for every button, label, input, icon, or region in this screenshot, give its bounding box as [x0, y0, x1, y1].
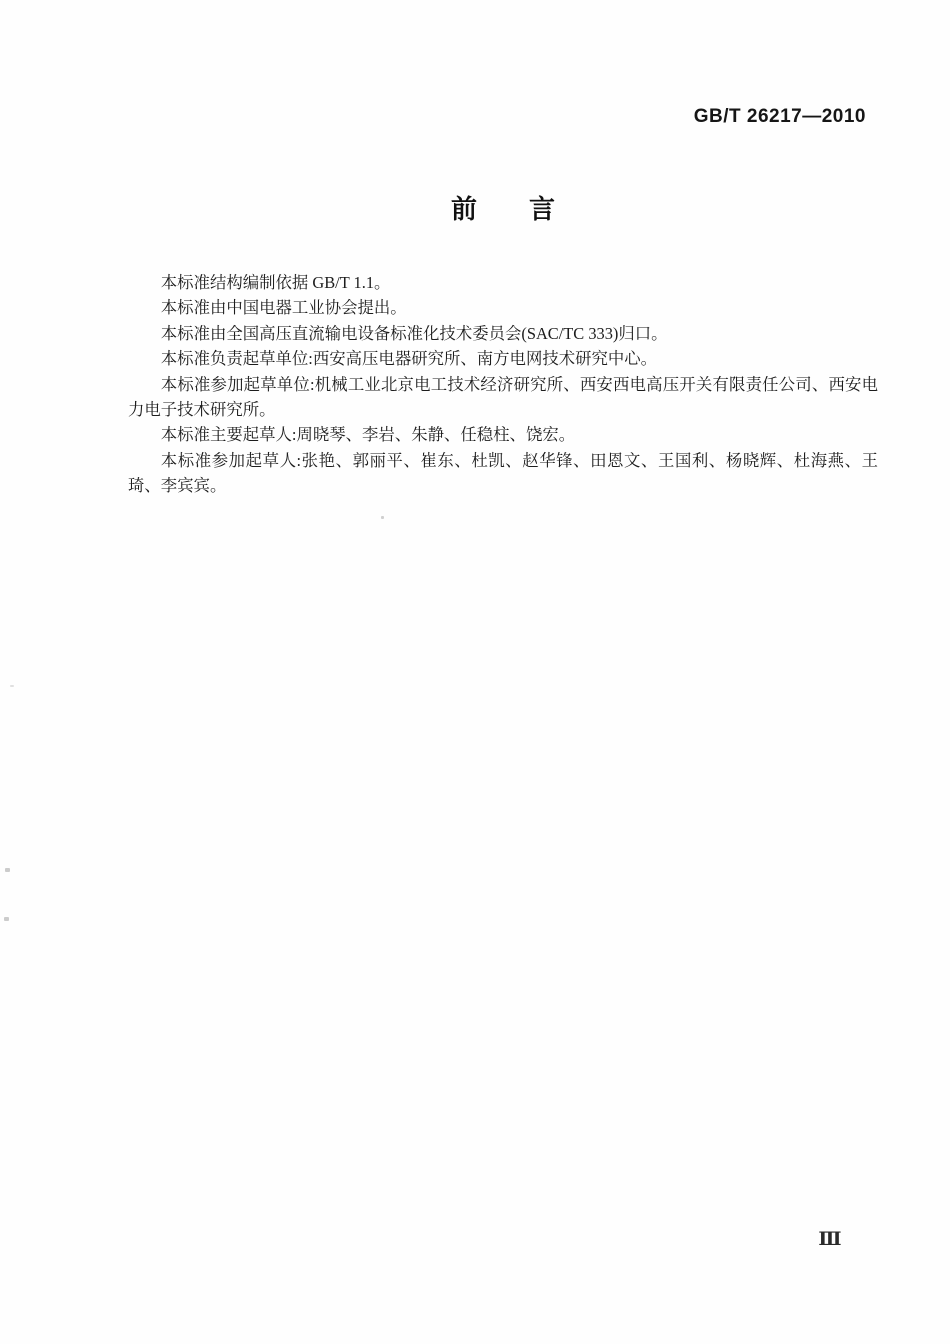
foreword-paragraph: 本标准由全国高压直流输电设备标准化技术委员会(SAC/TC 333)归口。	[160, 323, 668, 343]
scan-speck	[4, 917, 9, 921]
scan-speck	[381, 516, 384, 519]
page-number: Ⅲ	[818, 1229, 842, 1250]
foreword-paragraph: 本标准由中国电器工业协会提出。	[160, 298, 407, 318]
foreword-paragraph: 本标准主要起草人:周晓琴、李岩、朱静、任稳柱、饶宏。	[160, 425, 576, 445]
scan-speck	[5, 868, 10, 872]
foreword-paragraph: 本标准负责起草单位:西安高压电器研究所、南方电网技术研究中心。	[160, 349, 658, 369]
foreword-paragraph: 本标准结构编制依据 GB/T 1.1。	[160, 273, 391, 292]
foreword-paragraph: 本标准参加起草单位:机械工业北京电工技术经济研究所、西安西电高压开关有限责任公司、西安电力电子技术研究所。	[128, 374, 878, 420]
page-title: 前 言	[450, 194, 555, 224]
foreword-body	[128, 270, 878, 499]
foreword-paragraph: 本标准参加起草人:张艳、郭丽平、崔东、杜凯、赵华锋、田恩文、王国利、杨晓辉、杜海燕、王琦、李宾宾。	[128, 450, 878, 496]
standard-code-header: GB/T 26217—2010	[693, 106, 866, 127]
scan-speck	[10, 685, 14, 687]
